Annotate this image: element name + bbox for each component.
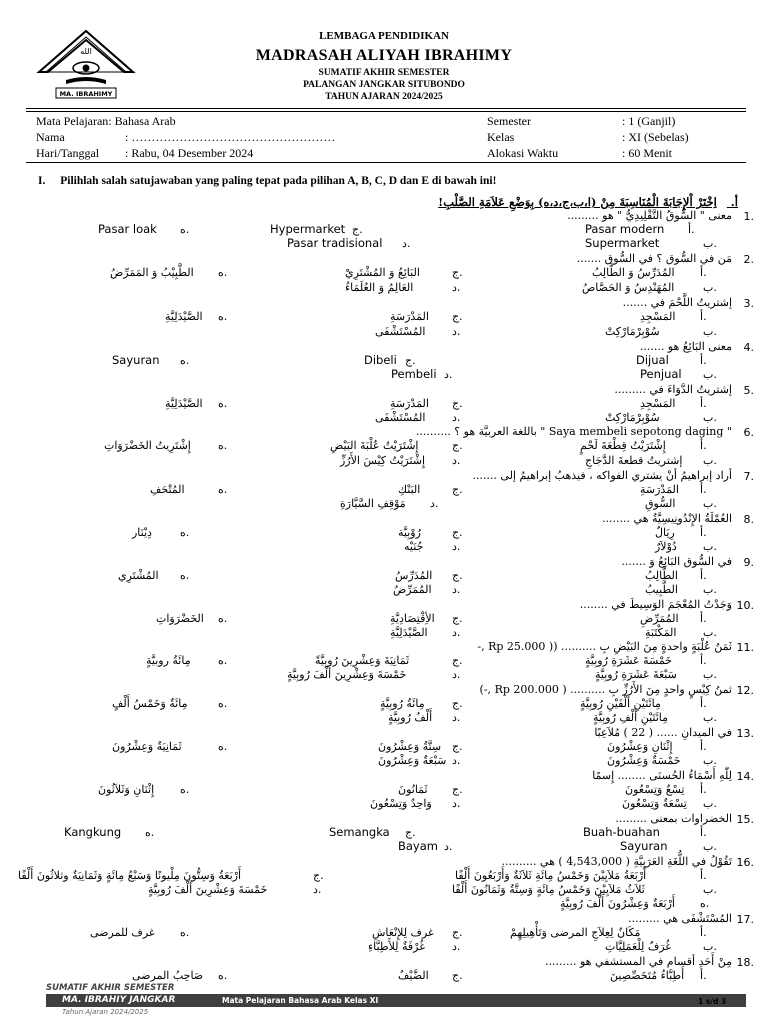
option-letter: د. [452,540,461,553]
question-stem: إشتريتُ اللَّحْمَ في ....... [622,296,732,309]
option-text: غرف للمرضى [90,926,155,939]
option-letter: ب. [703,797,717,810]
option-text: أَرْبَعَةُ وَسِتُّونَ مِلْيونًا وَسَبْعُ مِائَةٍ وَثَمَانِيَةٌ وثلاثُونَ أَلْفًا [18,869,242,882]
option-text: أَرْبَعَةٌ وَعِشْرُونَ أَلْفَ رُوبِيَّةٍ [560,897,675,910]
option-text: الطَّبِيْبُ وَ المَمَرِّضُ [110,266,194,279]
option-text: Sayuran [620,839,668,853]
option-text: المُمَرِّضُ [393,583,432,596]
school-name: MADRASAH ALIYAH IBRAHIMY [255,47,513,64]
option-text: المُتْحَفِ [150,483,185,496]
option-letter: د. [452,754,461,767]
question-number: 12. [736,684,754,697]
option-letter: د. [452,411,461,424]
question-stem: المُسْتَشْفَى هي ......... [628,912,732,925]
option-text: الصَّيْدَلِيَّةِ [165,310,203,323]
option-letter: ب. [703,497,717,510]
option-letter: ب. [703,368,717,381]
option-letter: أ. [700,783,707,796]
option-text: Dijual [636,353,669,367]
option-letter: ب. [703,883,717,896]
option-text: الصَّيْدَلِيَّةِ [390,626,428,639]
option-text: خَمْسَةَ عَشَرَةِ رُوبِيَّةٍ [585,654,672,667]
option-letter: ب. [703,281,717,294]
question-number: 4. [743,341,754,354]
option-letter: ب. [703,711,717,724]
option-text: صَاحِبُ المرضى [132,969,204,982]
option-letter: ج. [452,740,463,753]
option-text: Pasar tradisional [287,236,383,250]
option-letter: ه. [218,969,228,982]
option-letter: ه. [218,654,228,667]
date-value: : Rabu, 04 Desember 2024 [125,146,254,160]
option-letter: د. [430,497,439,510]
semester-label: Semester [487,114,531,128]
question-stem: في السُّوق البَائِعُ وَ ....... [621,555,732,568]
option-letter: ب. [703,940,717,953]
question-number: 18. [736,956,754,969]
option-letter: ب. [703,540,717,553]
option-letter: ه. [218,697,228,710]
option-text: ثَلاَثُ مَلاَيِيْنَ وَخَمْسُ مِائَةٍ وَسِتَّةٌ وَثَمَانُونَ أَلْفًا [452,883,645,896]
option-letter: ج. [452,654,463,667]
option-letter: ج. [452,926,463,939]
subject-label: Mata Pelajaran: Bahasa Arab [36,114,176,128]
option-text: أَطِبَّاءُ مُتَخَصِّصِينَ [610,969,685,982]
option-text: Hypermarket [270,222,346,236]
option-letter: ج. [452,266,463,279]
option-letter: أ. [700,483,707,496]
question-stem: الخضراوات بمعنى ......... [615,812,732,825]
option-text: المَسْجِدِ [640,397,676,410]
logo-text: MA. IBRAHIMY [59,90,113,98]
option-letter: ج. [452,569,463,582]
option-letter: ج. [452,310,463,323]
option-letter: أ. [700,612,707,625]
option-text: مِائَتَيْنِ أَلْفِ رُوبِيَّةٍ [593,711,669,724]
name-label: Nama [36,130,65,144]
option-letter: أ. [700,569,707,582]
option-letter: د. [402,237,411,250]
option-letter: د. [452,583,461,596]
option-text: Supermarket [585,236,660,250]
question-stem: تَقُوْلُ في اللُّغَةِ العَرَبِيَّةِ ( 4,543,000 ) هي .......... [501,855,732,868]
option-text: المَسْجِدِ [640,310,676,323]
option-text: رُوْبِيَّة [398,526,421,539]
option-letter: د. [452,668,461,681]
option-letter: ه. [700,897,710,910]
question-number: 13. [736,727,754,740]
question-stem: مَن في السُّوق ؟ في السُّوق ....... [576,252,732,265]
option-letter: ه. [180,926,190,939]
option-letter: ج. [452,612,463,625]
option-letter: ج. [313,869,324,882]
option-text: الطَّالِبُ [645,569,678,582]
option-text: المُمَرِّضِ [640,612,679,625]
option-letter: ه. [218,612,228,625]
option-letter: ه. [218,483,228,496]
name-field: : …………………………………………… [125,130,336,144]
option-text: المُدَرِّسُ [395,569,433,582]
section-number: I. [38,175,46,187]
option-letter: ج. [352,223,363,236]
question-stem: أراد إبراهيمُ أنْ يشتري الفواكه ، فيذهبُ إبراهيمُ إلى ....... [472,469,732,482]
option-letter: أ. [700,310,707,323]
header-rule-thin [26,111,746,112]
option-text: إِشْتَرِيتُ الخَضْرَوَاتِ [104,439,191,452]
option-text: مِائَةُ رُوبِيَّةٍ [380,697,425,710]
option-text: تِسْعٌ وَتِسْعُونَ [625,783,685,796]
semester-value: : 1 (Ganjil) [622,114,676,128]
question-stem: ثَمَنُ عُلْبَةٍ واحدةٍ مِنَ البَيْضِ بِ .......... (( Rp 25.000 ,- [477,640,732,653]
option-letter: ه. [218,310,228,323]
info-rule [26,162,746,163]
time-value: : 60 Menit [622,146,672,160]
option-letter: ه. [218,266,228,279]
option-text: سُوْبِرْمَارْكِتْ [605,411,660,424]
option-letter: ب. [703,583,717,596]
option-letter: أ. [700,826,707,839]
option-letter: أ. [700,397,707,410]
logo-arabic: الله [80,47,92,56]
option-text: أَرْبَعَةُ مَلاَيِيْنَ وَخَمْسُ مِائَةِ ثَلاَثَةٌ وَأَرْبَعُونَ أَلْفًا [455,869,647,882]
institution-label: LEMBAGA PENDIDIKAN [319,30,449,42]
option-text: Pembeli [391,367,437,381]
option-text: إِثْنَانِ وَعِشْرُونَ [607,740,673,753]
question-number: 2. [743,253,754,266]
option-letter: ج. [452,526,463,539]
option-text: المَدْرَسَةِ [390,310,429,323]
option-text: البَائِعُ وَ المُشْتَرِيْ [345,266,420,279]
footer-school: MA. IBRAHIY JANGKAR [62,995,176,1005]
option-text: المُهَنْدِسُ وَ الحَصَّاصُ [582,281,675,294]
question-number: 11. [736,641,754,654]
option-text: Pasar modern [585,222,665,236]
option-text: إِشْتَرَيْتُ عُلْبَةَ البَيْضِ [330,439,419,452]
date-label: Hari/Tanggal [36,146,100,160]
option-letter: د. [452,281,461,294]
option-letter: أ. [700,354,707,367]
question-stem: في الميدانِ ...... ( 22 ) مُلاَعِبًا [594,726,732,739]
option-letter: ج. [452,397,463,410]
option-letter: د. [452,325,461,338]
option-letter: ب. [703,626,717,639]
option-text: المَدْرَسَةِ [390,397,429,410]
question-stem: وَجَدْتُ المُعْجَمَ الوَسِيطَ في ........ [579,598,732,611]
instruction [38,175,496,187]
option-text: سَبْعَةَ عَشَرَةِ رُوبِيَّةٍ [595,668,677,681]
option-text: الصَّيْدَلِيَّةِ [165,397,203,410]
question-stem: معنى البَائِعُ هو ....... [639,340,732,353]
footer-subject: Mata Pelajaran Bahasa Arab Kelas XI [222,996,379,1005]
question-stem: العُمْلَةُ الإِنْدُونِيسِيَّةُ هي ........ [602,512,732,525]
option-letter: ه. [145,826,155,839]
option-text: غُرْفَةٌ لِلأَطِبَّاءِ [368,940,425,953]
option-letter: د. [444,368,453,381]
option-letter: ه. [180,354,190,367]
option-letter: د. [452,711,461,724]
option-letter: أ. [688,223,695,236]
option-text: إِشْتَرَيْتُ قِطْعَةَ لَحْمٍ [580,439,666,452]
option-text: وَاحِدٌ وَتِسْعُونَ [370,797,432,810]
class-label: Kelas [487,130,515,144]
option-text: المَدْرَسَةِ [640,483,679,496]
arabic-instruction-letter: أ. [730,195,738,209]
option-letter: ب. [703,840,717,853]
option-letter: أ. [700,740,707,753]
footer-year: Tahun Ajaran 2024/2025 [62,1008,149,1016]
question-number: 1. [743,210,754,223]
option-text: ثَمَانِيَةٌ وَعِشْرُونَ [112,740,182,753]
footer-exam: SUMATIF AKHIR SEMESTER [46,983,175,993]
option-text: المُشْتَرِي [118,569,159,582]
option-letter: أ. [700,969,707,982]
option-text: سِتَّةُ وَعِشْرُونَ [378,740,442,753]
header-rule [26,108,746,109]
option-text: غُرَفٌ لِلْعَمَلِيَّاتِ [605,940,672,953]
option-text: رِيَالٌ [655,526,675,539]
option-text: إِشْتَرَيْتُ كِيْسَ الأَرُزِّ [340,454,426,467]
option-letter: ج. [405,826,416,839]
option-letter: ب. [703,668,717,681]
option-text: مِائَةٌ وَخَمْسُ أَلْفٍ [112,697,188,710]
option-text: الضَّيْفُ [398,969,429,982]
question-stem: ثمنُ كِيْسٍ واحدٍ مِنَ الأَرُزِّ بِ .......... ( Rp 200.000 ,-) [479,683,732,696]
option-text: Kangkung [64,825,122,839]
arabic-instruction-text: اِخْتَرْ اْلإِجَابَةَ الْمُنَاسِبَةَ مِنْ (ا،ب،ج،د،ه) بِوَضْعِ عَلاَمَةِ الصَّلْبِ! [438,195,717,209]
option-text: دِيْنَار [132,526,152,539]
option-letter: ه. [180,223,190,236]
option-text: مِائَتَيْنِ أَلْفَيْنِ رُوبِيَّةٍ [580,697,661,710]
option-text: إشتريتُ قطعةَ الدَّجَاجِ [585,454,683,467]
school-location: PALANGAN JANGKAR SITUBONDO [303,80,465,90]
option-letter: أ. [700,697,707,710]
option-text: جُنَيْه [404,540,424,553]
option-letter: أ. [700,439,707,452]
option-text: البَنْكِ [398,483,421,496]
option-text: Sayuran [112,353,160,367]
time-label: Alokasi Waktu [487,146,559,160]
option-text: أَلْفُ رُوبِيَّةٍ [388,711,433,724]
option-letter: ج. [452,783,463,796]
option-letter: أ. [700,526,707,539]
instruction-text: Pilihlah salah satujawaban yang paling tepat pada pilihan A, B, C, D dan E di bawah ini! [60,175,497,187]
option-text: المَكْتَبَةِ [645,626,677,639]
question-number: 15. [736,813,754,826]
question-number: 5. [743,384,754,397]
option-text: غرف لِلإِنْعَاشِ [372,926,434,939]
option-letter: د. [452,626,461,639]
option-text: خَمْسَةٌ وَعِشْرُونَ [607,754,681,767]
option-text: Buah-buahan [583,825,660,839]
option-letter: ه. [218,397,228,410]
option-letter: أ. [700,926,707,939]
option-letter: ه. [180,783,190,796]
question-stem: معنى " السُّوقُ التَّقْلِيدِيُّ " هو ......... [567,209,732,222]
option-text: سُوْبِرْمَارْكِتْ [605,325,660,338]
option-text: ثَمَانُونَ [398,783,428,796]
option-text: العَالِمُ وَ العُلَمَاءُ [345,281,414,294]
option-letter: أ. [700,869,707,882]
question-number: 14. [736,770,754,783]
option-text: الطَّبِيبُ [645,583,678,596]
option-text: تِسْعَةٌ وَتِسْعُونَ [622,797,687,810]
option-text: ثَمَانِيَةَ وَعِشْرِينَ رُوبِيَّةً [315,654,410,667]
question-number: 7. [743,470,754,483]
option-text: Dibeli [364,353,397,367]
option-text: الأِقْتِصَادِيَّةِ [390,612,435,625]
exam-title: SUMATIF AKHIR SEMESTER [318,68,450,78]
option-letter: د. [452,797,461,810]
option-text: مَوْقِفِ السَّيَّارَةِ [340,497,406,510]
question-stem: " Saya membeli sepotong daging " باللغة العربيَّة هو ؟ .......... [415,425,732,438]
option-letter: ب. [703,325,717,338]
option-letter: د. [313,883,322,896]
option-letter: ج. [452,697,463,710]
academic-year: TAHUN AJARAN 2024/2025 [325,92,443,102]
option-text: المُسْتَشْفَى [375,411,426,424]
option-letter: ج. [452,969,463,982]
option-text: Pasar loak [98,222,157,236]
option-text: مَكَانٌ لِعِلاَجِ المرضى وَتَأْهِيلِهِمْ [510,926,641,939]
option-letter: أ. [700,266,707,279]
option-letter: د. [452,940,461,953]
option-text: المُسْتَشْفَى [375,325,426,338]
page-number: 1 s/d 3 [698,997,727,1006]
option-text: Semangka [329,825,390,839]
arabic-instruction [438,195,738,209]
question-number: 8. [743,513,754,526]
question-stem: مِنْ أَحَدِ أقسام في المستشفي هو ......... [545,955,732,968]
option-letter: ج. [405,354,416,367]
question-number: 10. [736,599,754,612]
option-letter: ب. [703,237,717,250]
option-letter: ه. [218,439,228,452]
option-letter: ب. [703,411,717,424]
question-number: 16. [736,856,754,869]
option-text: خَمْسَةَ وَعِشْرِينَ أَلْفَ رُوبِيَّةٍ [287,668,407,681]
option-letter: د. [452,454,461,467]
option-text: خَمْسَةَ وَعِشْرِينَ أَلْفَ رُوبِيَّةٍ [148,883,268,896]
option-letter: ه. [218,740,228,753]
option-text: إِثْنَانِ وَثَلاَثُونَ [98,783,155,796]
option-text: Penjual [640,367,682,381]
option-letter: ب. [703,754,717,767]
option-letter: ب. [703,454,717,467]
option-letter: د. [444,840,453,853]
option-text: سَبْعَةٌ وَعِشْرُونَ [378,754,447,767]
option-text: السُّوقِ [645,497,676,510]
question-number: 6. [743,426,754,439]
option-letter: ه. [180,569,190,582]
option-text: دُوْلاَرٌ [655,540,677,553]
question-number: 9. [743,556,754,569]
class-value: : XI (Sebelas) [622,130,689,144]
option-letter: ج. [452,439,463,452]
option-text: الخَضْرَوَاتِ [156,612,204,625]
option-text: مِائَةُ روبيَّةٍ [146,654,191,667]
option-letter: ه. [180,526,190,539]
option-letter: أ. [700,654,707,667]
question-number: 17. [736,913,754,926]
question-stem: لِلّٰهِ أَسْمَاءُ الحُسنَى ........ إِسمًا [592,769,732,782]
option-text: Bayam [398,839,438,853]
question-number: 3. [743,297,754,310]
question-stem: إشتريتُ الدَّوَاءَ في ......... [614,383,732,396]
option-letter: ج. [452,483,463,496]
option-text: المُدَرِّسُ وَ الطَّالِبُ [592,266,675,279]
